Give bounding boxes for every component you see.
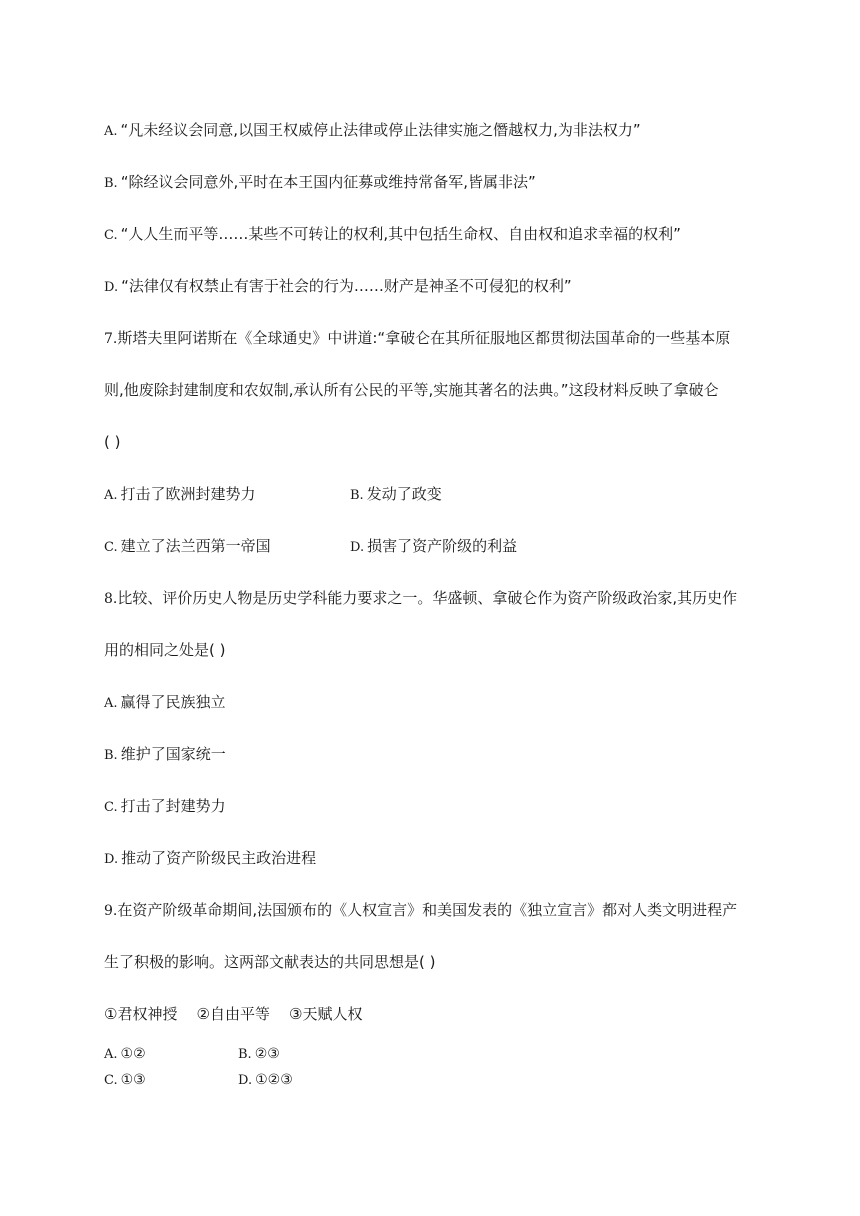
- question-text: 斯塔夫里阿诺斯在《全球通史》中讲道:“拿破仑在其所征服地区都贯彻法国革命的一些基本原: [117, 329, 731, 347]
- q7-option-b: [350, 484, 442, 506]
- option-text: ①②③: [255, 1072, 293, 1088]
- q8-option-b: [104, 744, 226, 766]
- q6-option-b: [104, 172, 536, 194]
- q8-option-a: [104, 692, 226, 714]
- option-text: “人人生而平等……某些不可转让的权利,其中包括生命权、自由权和追求幸福的权利”: [120, 225, 681, 243]
- question-number: 8.: [104, 591, 118, 607]
- q8-stem-line-1: [104, 588, 737, 609]
- option-text: ①②: [120, 1046, 146, 1062]
- option-text: “法律仅有权禁止有害于社会的行为……财产是神圣不可侵犯的权利”: [121, 277, 572, 295]
- q8-stem-line-2: [104, 640, 225, 660]
- question-number: 9.: [104, 903, 118, 919]
- option-text: 维护了国家统一: [120, 745, 226, 763]
- option-letter: B.: [350, 488, 364, 503]
- q9-stem-line-2: [104, 952, 435, 972]
- option-letter: D.: [104, 280, 119, 295]
- option-text: 损害了资产阶级的利益: [367, 537, 518, 555]
- q7-option-d: [350, 536, 517, 558]
- question-text: 用的相同之处是( ): [104, 641, 226, 659]
- option-letter: A.: [104, 124, 118, 139]
- question-number: 7.: [104, 331, 118, 347]
- option-letter: D.: [238, 1073, 253, 1088]
- option-text: 打击了封建势力: [120, 797, 226, 815]
- question-text: 在资产阶级革命期间,法国颁布的《人权宣言》和美国发表的《独立宣言》都对人类文明进程产: [117, 901, 738, 919]
- option-text: 推动了资产阶级民主政治进程: [121, 849, 317, 867]
- option-letter: B.: [104, 176, 118, 191]
- q9-options-row-2: [104, 1070, 504, 1091]
- option-letter: B.: [104, 748, 118, 763]
- q9-options-row-1: [104, 1044, 504, 1065]
- option-letter: C.: [104, 540, 118, 555]
- q9-option-c: [104, 1072, 146, 1088]
- option-text: 建立了法兰西第一帝国: [120, 537, 271, 555]
- option-letter: A.: [104, 1047, 118, 1062]
- q8-option-d: [104, 848, 316, 870]
- q6-option-d: [104, 276, 572, 298]
- option-letter: C.: [104, 1073, 118, 1088]
- q7-options-row-2: [104, 536, 604, 558]
- q6-option-a: [104, 120, 641, 142]
- option-letter: A.: [104, 696, 118, 711]
- question-text: 则,他废除封建制度和农奴制,承认所有公民的平等,实施其著名的法典。”这段材料反映了拿破仑: [104, 381, 719, 399]
- q9-item-list: ①君权神授 ②自由平等 ③天赋人权: [104, 1005, 363, 1023]
- q9-option-b: [238, 1044, 280, 1065]
- option-letter: A.: [104, 488, 118, 503]
- option-text: 打击了欧洲封建势力: [120, 485, 256, 503]
- option-letter: D.: [350, 540, 365, 555]
- q9-items: [104, 1004, 363, 1024]
- q7-option-a: [104, 485, 256, 503]
- q7-answer-blank: [104, 432, 120, 452]
- option-text: ①③: [120, 1072, 146, 1088]
- option-letter: C.: [104, 228, 118, 243]
- q7-options-row-1: [104, 484, 604, 506]
- option-text: “除经议会同意外,平时在本王国内征募或维持常备军,皆属非法”: [120, 173, 536, 191]
- question-text: 生了积极的影响。这两部文献表达的共同思想是( ): [104, 953, 436, 971]
- q9-option-d: [238, 1070, 293, 1091]
- q9-option-a: [104, 1046, 146, 1062]
- q7-option-c: [104, 537, 271, 555]
- option-letter: D.: [104, 852, 119, 867]
- option-letter: B.: [238, 1047, 252, 1062]
- option-text: “凡未经议会同意,以国王权威停止法律或停止法律实施之僭越权力,为非法权力”: [120, 121, 641, 139]
- option-text: 发动了政变: [366, 485, 442, 503]
- question-text: 比较、评价历史人物是历史学科能力要求之一。华盛顿、拿破仑作为资产阶级政治家,其历史作: [117, 589, 738, 607]
- q6-option-c: [104, 224, 681, 246]
- q8-option-c: [104, 796, 226, 818]
- option-text: ②③: [254, 1046, 280, 1062]
- q9-stem-line-1: [104, 900, 737, 921]
- q7-stem-line-2: [104, 380, 719, 400]
- option-text: 赢得了民族独立: [120, 693, 226, 711]
- answer-blank: ( ): [104, 433, 121, 451]
- option-letter: C.: [104, 800, 118, 815]
- q7-stem-line-1: [104, 328, 730, 349]
